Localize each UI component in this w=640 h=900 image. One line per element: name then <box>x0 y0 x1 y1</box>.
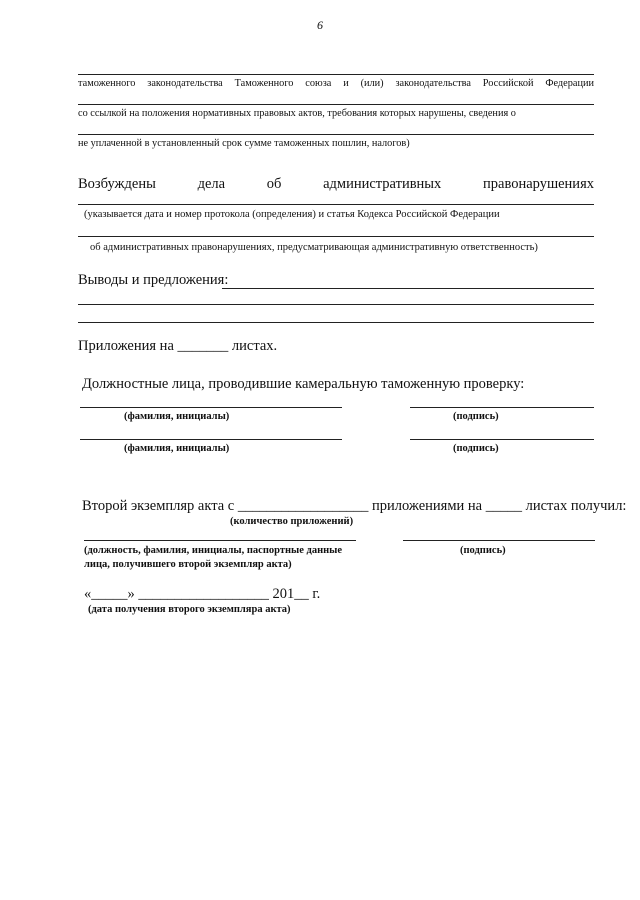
violation-text-line-2: со ссылкой на положения нормативных правовых актов, требования которых нарушены, сведения о <box>78 108 516 119</box>
page-number: 6 <box>317 18 323 32</box>
signature-caption: (подпись) <box>453 443 499 454</box>
fill-line <box>78 204 594 205</box>
name-caption: (фамилия, инициалы) <box>124 443 230 454</box>
fill-line <box>78 304 594 305</box>
signature-caption: (подпись) <box>453 411 499 422</box>
name-line <box>80 439 342 440</box>
attachments-count-blank: __________________ <box>237 498 369 514</box>
signature-line <box>410 407 594 408</box>
protocol-hint: (указывается дата и номер протокола (определения) и статья Кодекса Российской Федерации <box>84 209 500 220</box>
word: дела <box>197 176 226 192</box>
violation-text-line-3: не уплаченной в установленный срок сумме таможенных пошлин, налогов) <box>78 138 410 149</box>
fill-line <box>78 322 594 323</box>
second-copy-line <box>82 498 626 515</box>
fill-line <box>78 74 594 75</box>
count-caption: (количество приложений) <box>230 516 354 527</box>
second-copy-prefix: Второй экземпляр акта с <box>82 498 235 514</box>
attachments-prefix: Приложения на <box>78 338 174 354</box>
name-line <box>80 407 342 408</box>
officials-heading: Должностные лица, проводившие камеральную таможенную проверку: <box>82 376 525 392</box>
recipient-caption-2: лица, получившего второй экземпляр акта) <box>84 559 292 570</box>
date-line: «_____» __________________ 201__ г. <box>84 586 321 602</box>
attachments-suffix: листах. <box>231 338 278 354</box>
word: правонарушениях <box>483 176 594 192</box>
initiated-cases-line <box>78 176 594 193</box>
second-copy-middle: приложениями на <box>371 498 483 514</box>
recipient-line <box>84 540 356 541</box>
conclusions-label: Выводы и предложения: <box>78 272 229 288</box>
fill-line <box>78 104 594 105</box>
signature-caption: (подпись) <box>460 545 506 556</box>
violation-text-line-1: таможенного законодательства Таможенного союза и (или) законодательства Российской Федерации <box>78 78 594 89</box>
word: об <box>266 176 282 192</box>
word: Возбуждены <box>78 176 156 192</box>
signature-line <box>403 540 595 541</box>
recipient-caption-1: (должность, фамилия, инициалы, паспортные данные <box>84 545 343 556</box>
attachments-blank: _______ <box>177 338 229 354</box>
sheets-count-blank: _____ <box>485 498 522 514</box>
fill-line <box>78 236 594 237</box>
fill-line <box>222 288 594 289</box>
word: административных <box>323 176 442 192</box>
second-copy-suffix: листах получил: <box>525 498 627 514</box>
code-hint: об административных правонарушениях, предусматривающая административную ответственность) <box>90 242 538 253</box>
fill-line <box>78 134 594 135</box>
signature-line <box>410 439 594 440</box>
name-caption: (фамилия, инициалы) <box>124 411 230 422</box>
date-caption: (дата получения второго экземпляра акта) <box>88 604 291 615</box>
attachments-line <box>78 338 277 355</box>
